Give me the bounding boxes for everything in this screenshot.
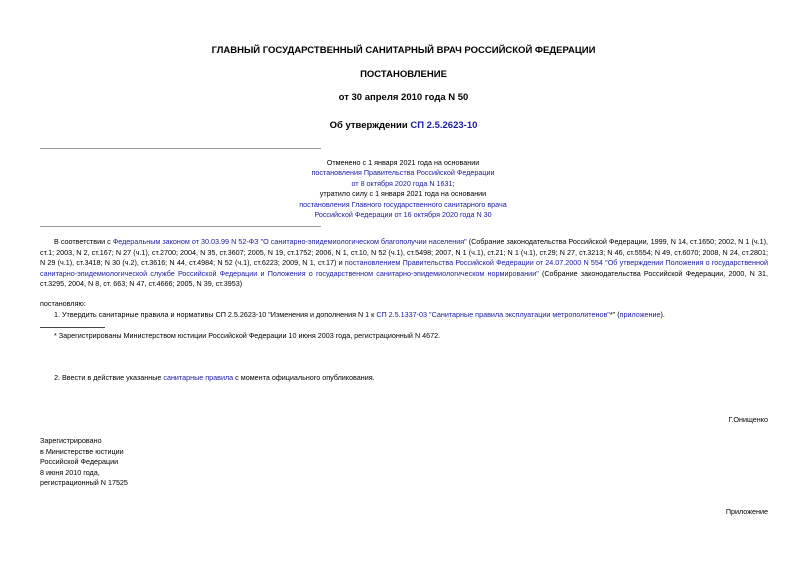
- federal-law-link[interactable]: Федеральным законом от 30.03.99 N 52-ФЗ "О санитарно-эпидемиологическом благополучии населения": [112, 237, 467, 246]
- item-2-text-2: с момента официального опубликования.: [233, 373, 375, 382]
- government-resolution-link[interactable]: постановлением Правительства Российской Федерации от 24.07.2000 N 554 "Об утверждении Положения о государственной санитарно-эпидемиологической службе Российской Федерации и Положения о государственном санитарно-эпидемиологическом нормировании": [40, 258, 769, 278]
- registration-line-3: Российской Федерации: [40, 457, 119, 467]
- document-type: ПОСТАНОВЛЕНИЕ: [360, 69, 447, 80]
- registration-line-4: 8 июня 2010 года,: [40, 467, 100, 477]
- item-2: [54, 373, 768, 384]
- cancel-line-2: утратило силу с 1 января 2021 года на основании: [319, 189, 487, 199]
- signature: Г.Онищенко: [728, 415, 768, 424]
- cancel-link-1b[interactable]: от 8 октября 2020 года N 1631: [351, 178, 453, 188]
- sp-2-5-1337-03-link[interactable]: СП 2.5.1337-03 "Санитарные правила эксплуатации метрополитенов": [376, 310, 610, 319]
- divider-bottom: [40, 226, 321, 227]
- item-1-text-3: ).: [660, 310, 665, 319]
- sanitary-rules-link[interactable]: санитарные правила: [163, 373, 234, 382]
- title-prefix: Об утверждении: [329, 120, 411, 131]
- issuing-authority: ГЛАВНЫЙ ГОСУДАРСТВЕННЫЙ САНИТАРНЫЙ ВРАЧ РОССИЙСКОЙ ФЕДЕРАЦИИ: [211, 45, 596, 56]
- item-1: [54, 310, 768, 321]
- resolves-label: постановляю:: [40, 299, 86, 308]
- cancel-link-2b[interactable]: Российской Федерации от 16 октября 2020 года N 30: [314, 210, 492, 220]
- registration-line-5: регистрационный N 17525: [40, 478, 128, 488]
- preamble-text-2: (Собрание законодательства Российской Федерации, 1999, N 14, ст.1650; 2002, N 1 (ч.1), ст.1; 2003, N 2, ст.167; N 27 (ч.1), ст.2700; 2004, N 35, ст.3607; 2005, N 19, ст.1752; 2006, N 1, ст.10, N 52 (ч.1), ст.5498; 2007, N 1 (ч.1), ст.21; N 1 (ч.1), ст.29; N 27, ст.3213; N 46, ст.5554; N 49, ст.6070; 2008, N 24, ст.2801; N 29 (ч.1), ст.3418; N 30 (ч.2), ст.3616; N 44, ст.4984; N 52 (ч.1), ст.6223; 2009, N 1, ст.17) и: [40, 237, 768, 268]
- cancel-line-1: Отменено с 1 января 2021 года на основании: [326, 158, 480, 167]
- preamble-text-1: В соответствии с: [54, 237, 113, 246]
- item-1-text-1: 1. Утвердить санитарные правила и нормативы СП 2.5.2623-10 "Изменения и дополнения N 1 к: [54, 310, 377, 319]
- registration-line-2: в Министерстве юстиции: [40, 446, 124, 456]
- document-date-number: от 30 апреля 2010 года N 50: [338, 92, 469, 103]
- footnote-divider: [40, 327, 105, 328]
- appendix-link[interactable]: приложение: [619, 310, 661, 319]
- footnote: * Зарегистрированы Министерством юстиции Российской Федерации 10 июня 2003 года, регистрационный N 4672.: [54, 331, 441, 340]
- title-link[interactable]: СП 2.5.2623-10: [410, 120, 478, 131]
- item-2-text-1: 2. Ввести в действие указанные: [54, 373, 164, 382]
- cancel-link-1a[interactable]: постановления Правительства Российской Федерации: [311, 168, 495, 178]
- registration-block: [40, 436, 128, 489]
- cancellation-note: [200, 158, 606, 220]
- document-title: [0, 120, 807, 131]
- item-1-text-2: *" (: [609, 310, 620, 319]
- cancel-link-1b-suffix: ;: [452, 178, 455, 188]
- preamble-text-3: (Собрание законодательства Российской Федерации, 2000, N 31, ст.3295, 2004, N 8, ст. 663; N 47, ст.4666; 2005, N 39, ст.3953): [40, 268, 768, 289]
- appendix-label: Приложение: [725, 507, 768, 516]
- preamble-paragraph: [40, 237, 768, 290]
- cancel-link-2a[interactable]: постановления Главного государственного санитарного врача: [299, 199, 507, 209]
- divider-top: [40, 148, 321, 149]
- registration-line-1: Зарегистрировано: [40, 436, 102, 445]
